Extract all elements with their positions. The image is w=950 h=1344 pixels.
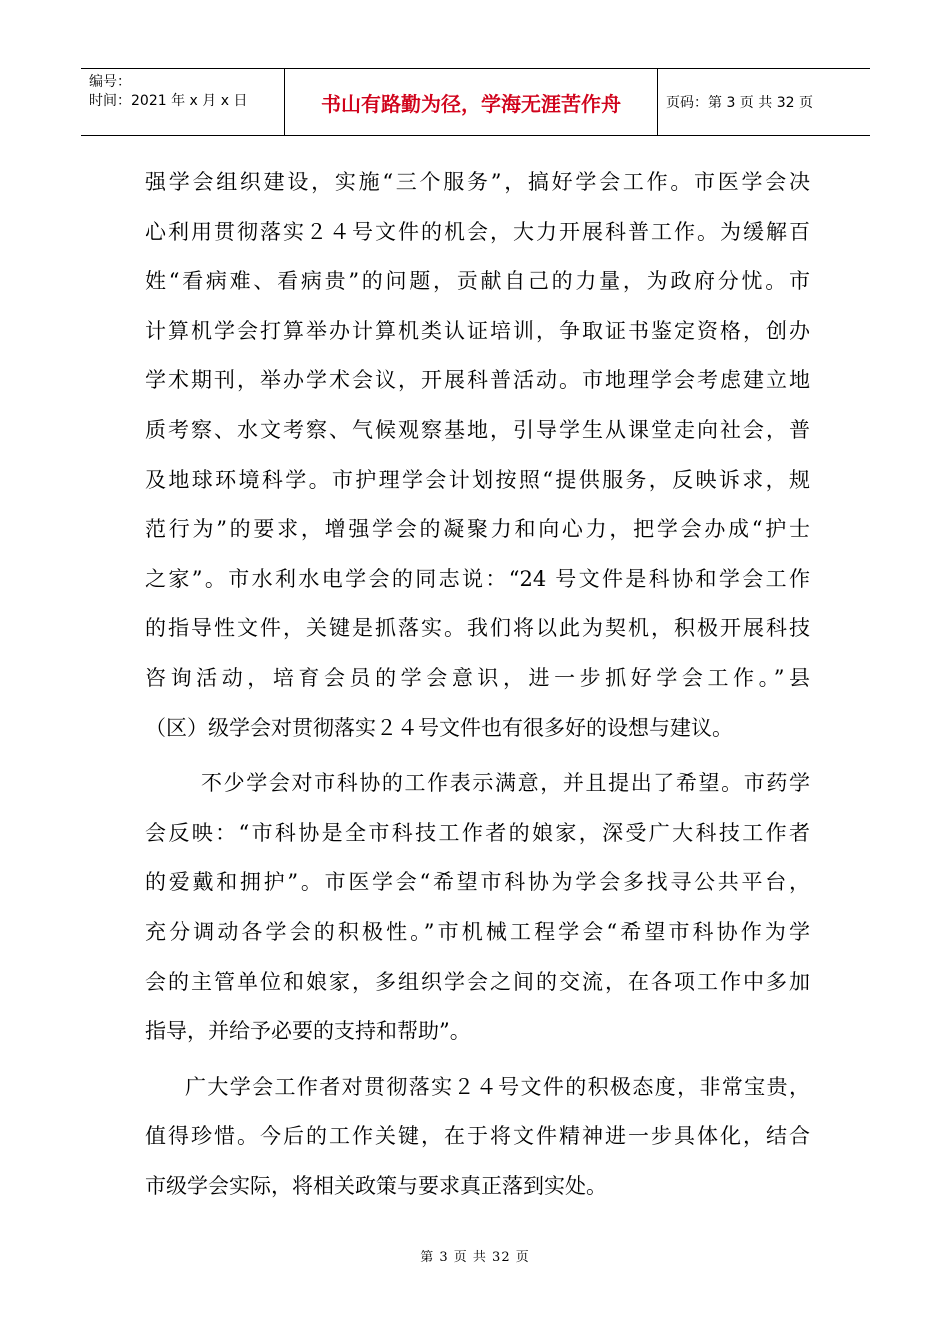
text-line: 的指导性文件，关键是抓落实。我们将以此为契机，积极开展科技 <box>145 616 810 641</box>
text-line: 充分调动各学会的积极性。”市机械工程学会“希望市科协作为学 <box>145 919 810 944</box>
paragraph <box>145 1063 810 1212</box>
page-header <box>81 68 870 136</box>
text-line: 学术期刊，举办学术会议，开展科普活动。市地理学会考虑建立地 <box>145 368 810 393</box>
text-line: 会反映：“市科协是全市科技工作者的娘家，深受广大科技工作者 <box>145 820 810 845</box>
text-line: 强学会组织建设，实施“三个服务”，搞好学会工作。市医学会决 <box>145 170 810 194</box>
text-line: 范行为”的要求，增强学会的凝聚力和向心力，把学会办成“护士 <box>145 517 810 542</box>
text-line: 姓“看病难、看病贵”的问题，贡献自己的力量，为政府分忧。市 <box>145 269 810 294</box>
text-line: 不少学会对市科协的工作表示满意，并且提出了希望。市药学 <box>201 771 810 796</box>
text-line: 计算机学会打算举办计算机类认证培训，争取证书鉴定资格，创办 <box>145 318 810 343</box>
text-line: （区）级学会对贯彻落实２４号文件也有很多好的设想与建议。 <box>145 715 733 740</box>
header-meta <box>81 69 285 135</box>
page-footer: 第 3 页 共 32 页 <box>420 1250 530 1265</box>
text-line: 心利用贯彻落实２４号文件的机会，大力开展科普工作。为缓解百 <box>145 219 810 244</box>
text-line: 之家”。市水利水电学会的同志说：“24 号文件是科协和学会工作 <box>145 566 810 591</box>
header-page-indicator: 页码：第 3 页 共 32 页 <box>666 95 813 111</box>
text-line: 市级学会实际，将相关政策与要求真正落到实处。 <box>145 1173 607 1198</box>
document-time-label: 时间：2021 年 x 月 x 日 <box>89 93 248 109</box>
document-body <box>145 158 810 1211</box>
paragraph <box>145 158 810 753</box>
paragraph <box>145 759 810 1057</box>
text-line: 会的主管单位和娘家，多组织学会之间的交流，在各项工作中多加 <box>145 969 810 994</box>
document-number-label: 编号： <box>89 74 131 90</box>
text-line: 质考察、水文考察、气候观察基地，引导学生从课堂走向社会，普 <box>145 417 810 442</box>
text-line: 的爱戴和拥护”。市医学会“希望市科协为学会多找寻公共平台， <box>145 870 810 895</box>
text-line: 及地球环境科学。市护理学会计划按照“提供服务，反映诉求，规 <box>145 467 810 492</box>
text-line: 指导，并给予必要的支持和帮助”。 <box>145 1019 471 1044</box>
text-line: 值得珍惜。今后的工作关键，在于将文件精神进一步具体化，结合 <box>145 1124 810 1149</box>
header-motto: 书山有路勤为径，学海无涯苦作舟 <box>285 69 658 135</box>
text-line: 咨询活动，培育会员的学会意识，进一步抓好学会工作。”县 <box>145 665 810 690</box>
text-line: 广大学会工作者对贯彻落实２４号文件的积极态度，非常宝贵， <box>185 1074 810 1099</box>
